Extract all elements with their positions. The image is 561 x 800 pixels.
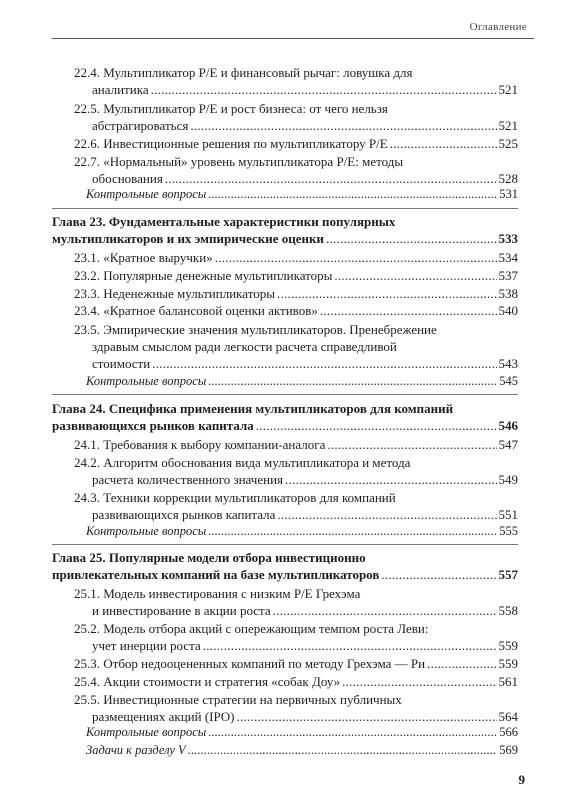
toc-line bbox=[74, 673, 518, 690]
toc-page: 558 bbox=[498, 603, 518, 618]
toc-line bbox=[86, 523, 518, 540]
leader-dots bbox=[427, 655, 496, 672]
toc-page: 566 bbox=[499, 725, 518, 739]
leader-dots bbox=[208, 373, 497, 390]
toc-line bbox=[74, 620, 518, 637]
toc-page: 549 bbox=[498, 472, 518, 487]
toc-title: 22.5. Мультипликатор P/E и рост бизнеса: от чего нельзя bbox=[74, 101, 388, 116]
toc-entry-25-1[interactable] bbox=[74, 585, 518, 619]
leader-dots bbox=[326, 230, 496, 247]
leader-dots bbox=[381, 566, 496, 583]
toc-title: 22.7. «Нормальный» уровень мультипликатора P/E: методы bbox=[74, 154, 404, 169]
leader-dots bbox=[320, 302, 497, 319]
toc-title-cont: привлекательных компаний на базе мультипликаторов bbox=[52, 567, 380, 582]
toc-title: 25.5. Инвестиционные стратегии на первичных публичных bbox=[74, 692, 402, 707]
toc-line bbox=[52, 417, 518, 434]
toc-line bbox=[74, 153, 518, 170]
toc-title: Контрольные вопросы bbox=[86, 187, 207, 201]
toc-line bbox=[74, 249, 518, 266]
toc-title-cont: обоснования bbox=[92, 171, 163, 186]
toc-line bbox=[86, 724, 518, 741]
toc-page: 551 bbox=[498, 507, 518, 522]
toc-title: 24.2. Алгоритм обоснования вида мультипликатора и метода bbox=[74, 455, 411, 470]
toc-entry-section-problems[interactable] bbox=[86, 742, 518, 759]
toc-title-cont: и инвестирование в акции роста bbox=[92, 603, 271, 618]
toc-title: Контрольные вопросы bbox=[86, 374, 207, 388]
toc-entry-22-7[interactable] bbox=[74, 153, 518, 187]
toc-entry-24-1[interactable] bbox=[74, 436, 518, 453]
toc-line bbox=[52, 213, 518, 230]
toc-page: 528 bbox=[498, 171, 518, 186]
toc-title-cont: здравым смыслом ради легкости расчета справедливой bbox=[92, 339, 397, 354]
toc-page: 547 bbox=[498, 437, 518, 452]
toc-line bbox=[52, 549, 518, 566]
toc-entry-23-3[interactable] bbox=[74, 285, 518, 302]
leader-dots bbox=[285, 471, 496, 488]
leader-dots bbox=[256, 417, 497, 434]
toc-page: 533 bbox=[498, 231, 518, 246]
leader-dots bbox=[190, 117, 496, 134]
toc-title: Глава 24. Специфика применения мультипликаторов для компаний bbox=[52, 401, 454, 416]
section-divider bbox=[52, 208, 518, 209]
toc-entry-control-questions[interactable] bbox=[86, 523, 518, 540]
toc-title-cont: размещениях акций (IPO) bbox=[92, 709, 235, 724]
toc-title-cont: расчета количественного значения bbox=[92, 472, 284, 487]
toc-title: 22.4. Мультипликатор P/E и финансовый рычаг: ловушка для bbox=[74, 65, 413, 80]
running-header: Оглавление bbox=[469, 21, 527, 33]
toc-entry-24-2[interactable] bbox=[74, 454, 518, 488]
toc-page: 545 bbox=[499, 374, 518, 388]
toc-line bbox=[74, 321, 518, 338]
toc-title: Контрольные вопросы bbox=[86, 725, 207, 739]
toc-title: Глава 23. Фундаментальные характеристики популярных bbox=[52, 214, 396, 229]
toc-title-cont: развивающихся рынков капитала bbox=[52, 418, 254, 433]
toc-title-cont: абстрагироваться bbox=[92, 118, 189, 133]
toc-page: 537 bbox=[498, 268, 518, 283]
toc-line bbox=[86, 186, 518, 203]
toc-line bbox=[86, 742, 518, 759]
toc-line bbox=[74, 285, 518, 302]
toc-page: 557 bbox=[498, 567, 518, 582]
leader-dots bbox=[151, 81, 497, 98]
toc-line bbox=[74, 471, 518, 488]
toc-entry-23-5[interactable] bbox=[74, 321, 518, 372]
toc-entry-control-questions[interactable] bbox=[86, 186, 518, 203]
toc-page: 538 bbox=[498, 286, 518, 301]
toc-entry-23-1[interactable] bbox=[74, 249, 518, 266]
leader-dots bbox=[203, 637, 497, 654]
leader-dots bbox=[208, 724, 497, 741]
section-divider bbox=[52, 544, 518, 545]
leader-dots bbox=[188, 742, 498, 759]
toc-chapter-24[interactable] bbox=[52, 400, 518, 434]
toc-title: 24.3. Техники коррекции мультипликаторов для компаний bbox=[74, 490, 396, 505]
toc-line bbox=[74, 302, 518, 319]
leader-dots bbox=[273, 602, 497, 619]
toc-line bbox=[74, 170, 518, 187]
toc-line bbox=[74, 585, 518, 602]
toc-page: 534 bbox=[498, 250, 518, 265]
toc-title-cont: учет инерции роста bbox=[92, 638, 201, 653]
toc-entry-22-4[interactable] bbox=[74, 64, 518, 98]
toc-title-cont: стоимости bbox=[92, 356, 151, 371]
toc-chapter-25[interactable] bbox=[52, 549, 518, 583]
toc-title: Глава 25. Популярные модели отбора инвестиционно bbox=[52, 550, 366, 565]
toc-line bbox=[74, 64, 518, 81]
toc-page: 561 bbox=[498, 674, 518, 689]
toc-line bbox=[74, 655, 518, 672]
toc-entry-25-5[interactable] bbox=[74, 691, 518, 725]
toc-page: 559 bbox=[498, 656, 518, 671]
toc-entry-23-4[interactable] bbox=[74, 302, 518, 319]
toc-page: 543 bbox=[498, 356, 518, 371]
toc-page: 540 bbox=[498, 303, 518, 318]
toc-title: Задачи к разделу V bbox=[86, 743, 186, 757]
toc-line bbox=[74, 602, 518, 619]
toc-title: 25.2. Модель отбора акций с опережающим темпом роста Леви: bbox=[74, 621, 429, 636]
toc-line bbox=[52, 400, 518, 417]
toc-title-cont: развивающихся рынков капитала bbox=[92, 507, 276, 522]
toc-line bbox=[86, 373, 518, 390]
toc-page: 546 bbox=[498, 418, 518, 433]
leader-dots bbox=[208, 186, 497, 203]
toc-line bbox=[74, 691, 518, 708]
toc-line bbox=[74, 454, 518, 471]
toc-page: 531 bbox=[499, 187, 518, 201]
toc-chapter-23[interactable] bbox=[52, 213, 518, 247]
toc-line bbox=[74, 355, 518, 372]
toc-page: 521 bbox=[498, 82, 518, 97]
toc-entry-23-2[interactable] bbox=[74, 267, 518, 284]
leader-dots bbox=[342, 673, 496, 690]
toc-title: 23.5. Эмпирические значения мультипликаторов. Пренебрежение bbox=[74, 322, 437, 337]
toc-entry-24-3[interactable] bbox=[74, 489, 518, 523]
toc-title: 25.1. Модель инвестирования с низким P/E Грехэма bbox=[74, 586, 361, 601]
toc-entry-22-6[interactable] bbox=[74, 135, 518, 152]
toc-line bbox=[74, 267, 518, 284]
section-divider bbox=[52, 394, 518, 395]
header-rule bbox=[52, 38, 534, 39]
toc-title: 23.1. «Кратное выручки» bbox=[74, 250, 213, 265]
toc-line bbox=[74, 436, 518, 453]
toc-line bbox=[74, 506, 518, 523]
page-number: 9 bbox=[518, 772, 525, 787]
toc-line bbox=[52, 230, 518, 247]
toc-line bbox=[74, 338, 518, 355]
toc-page: 559 bbox=[498, 638, 518, 653]
toc-line bbox=[74, 708, 518, 725]
leader-dots bbox=[277, 285, 497, 302]
toc-title: 22.6. Инвестиционные решения по мультипликатору P/E bbox=[74, 136, 388, 151]
toc-entry-25-2[interactable] bbox=[74, 620, 518, 654]
toc-page: 569 bbox=[499, 743, 518, 757]
toc-title-cont: мультипликаторов и их эмпирические оценки bbox=[52, 231, 325, 246]
toc-page: 555 bbox=[499, 524, 518, 538]
leader-dots bbox=[208, 523, 497, 540]
toc-title: 25.3. Отбор недооцененных компаний по методу Грехэма — Ри bbox=[74, 656, 426, 671]
leader-dots bbox=[390, 135, 497, 152]
leader-dots bbox=[334, 267, 496, 284]
toc-line bbox=[74, 100, 518, 117]
toc-title: 24.1. Требования к выбору компании-аналога bbox=[74, 437, 326, 452]
leader-dots bbox=[327, 436, 496, 453]
toc-entry-25-4[interactable] bbox=[74, 673, 518, 690]
leader-dots bbox=[236, 708, 496, 725]
toc-title: 25.4. Акции стоимости и стратегия «собак Доу» bbox=[74, 674, 341, 689]
toc-title: 23.4. «Кратное балансовой оценки активов» bbox=[74, 303, 318, 318]
toc-line bbox=[74, 637, 518, 654]
toc-line bbox=[74, 489, 518, 506]
leader-dots bbox=[152, 355, 496, 372]
leader-dots bbox=[165, 170, 497, 187]
leader-dots bbox=[215, 249, 497, 266]
toc-title: Контрольные вопросы bbox=[86, 524, 207, 538]
toc-line bbox=[74, 135, 518, 152]
toc-page: 525 bbox=[498, 136, 518, 151]
toc-entry-25-3[interactable] bbox=[74, 655, 518, 672]
toc-page: 521 bbox=[498, 118, 518, 133]
toc-line bbox=[52, 566, 518, 583]
toc-title-cont: аналитика bbox=[92, 82, 149, 97]
toc-page: 564 bbox=[498, 709, 518, 724]
toc-entry-control-questions[interactable] bbox=[86, 373, 518, 390]
toc-title: 23.2. Популярные денежные мультипликаторы bbox=[74, 268, 333, 283]
toc-line bbox=[74, 117, 518, 134]
toc-title: 23.3. Неденежные мультипликаторы bbox=[74, 286, 275, 301]
toc-entry-22-5[interactable] bbox=[74, 100, 518, 134]
toc-entry-control-questions[interactable] bbox=[86, 724, 518, 741]
toc-line bbox=[74, 81, 518, 98]
leader-dots bbox=[277, 506, 496, 523]
